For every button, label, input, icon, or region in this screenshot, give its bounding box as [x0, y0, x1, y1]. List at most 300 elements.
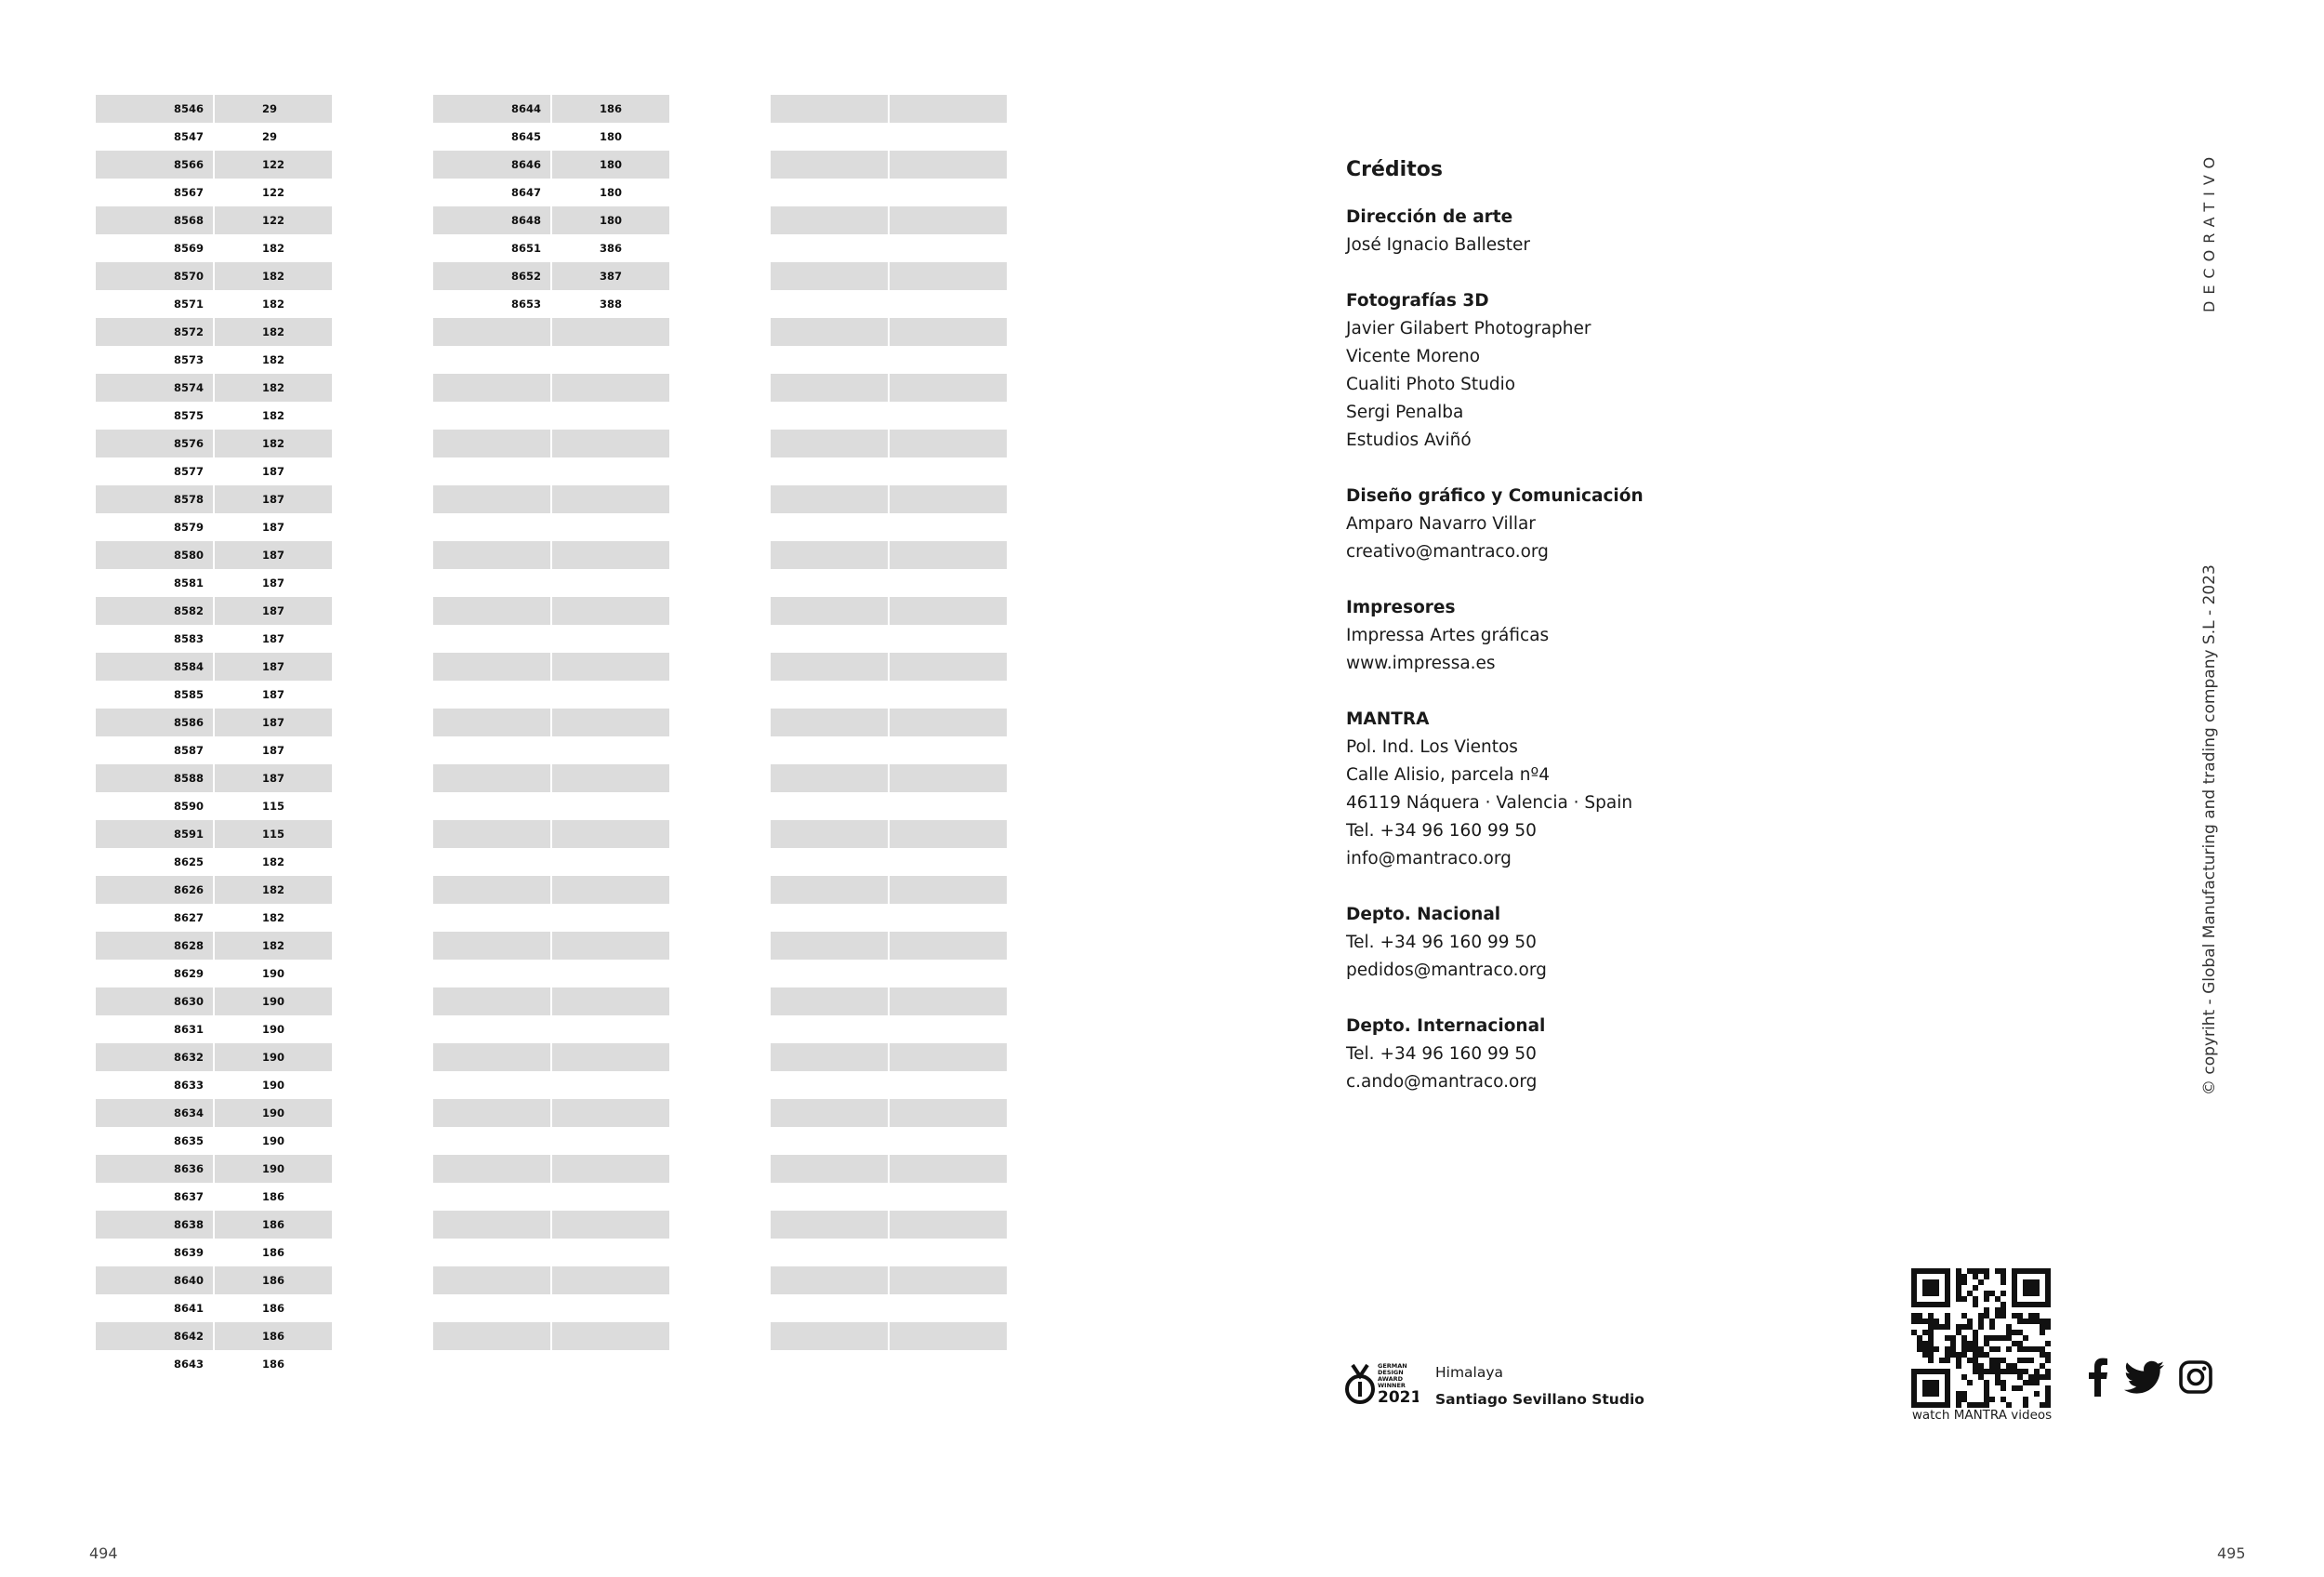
reference-code-cell: 8651 — [510, 242, 541, 255]
credit-line: www.impressa.es — [1346, 654, 1496, 673]
credit-line: Tel. +34 96 160 99 50 — [1346, 1044, 1537, 1064]
credit-line: 46119 Náquera · Valencia · Spain — [1346, 793, 1633, 813]
reference-code-cell: 8625 — [173, 855, 204, 868]
table-row — [771, 290, 1007, 318]
page-reference-cell: 182 — [215, 932, 332, 960]
reference-code-cell — [433, 1071, 550, 1099]
reference-code-cell — [771, 904, 888, 932]
credit-title: Depto. Internacional — [1346, 1016, 1546, 1036]
table-row — [433, 1239, 669, 1266]
page-reference-cell: 190 — [262, 1023, 285, 1036]
svg-text:2021: 2021 — [1378, 1388, 1419, 1407]
page-reference-cell — [552, 1127, 669, 1155]
page-reference-cell: 190 — [262, 1079, 285, 1092]
reference-code-cell — [771, 792, 888, 820]
table-row — [771, 123, 1007, 151]
reference-code-cell: 8576 — [96, 430, 213, 457]
table-row — [433, 234, 669, 262]
page-reference-cell — [552, 1155, 669, 1183]
reference-code-cell: 8590 — [173, 800, 204, 813]
table-row — [433, 625, 669, 653]
table-row — [433, 179, 669, 206]
reference-code-cell — [771, 876, 888, 904]
page-reference-cell — [890, 513, 1007, 541]
reference-code-cell: 8580 — [96, 541, 213, 569]
page-reference-cell — [890, 234, 1007, 262]
page-number-right: 495 — [2217, 1544, 2246, 1562]
instagram-icon[interactable] — [2179, 1360, 2212, 1394]
page-reference-cell — [552, 541, 669, 569]
page-reference-cell — [552, 709, 669, 736]
page-reference-cell — [552, 876, 669, 904]
table-row — [771, 1211, 1007, 1239]
page-reference-cell — [552, 848, 669, 876]
table-row — [771, 1015, 1007, 1043]
reference-code-cell — [771, 597, 888, 625]
reference-code-cell — [771, 151, 888, 179]
page-reference-cell — [552, 1266, 669, 1294]
table-row — [433, 1099, 669, 1127]
page-number-left: 494 — [89, 1544, 118, 1562]
page-reference-cell — [890, 876, 1007, 904]
section-label: DECORATIVO — [2200, 150, 2218, 312]
reference-code-cell — [771, 1322, 888, 1350]
reference-code-cell — [771, 1127, 888, 1155]
page-reference-cell — [890, 1155, 1007, 1183]
table-row — [771, 625, 1007, 653]
reference-code-cell — [433, 736, 550, 764]
reference-code-cell — [433, 541, 550, 569]
table-row — [771, 1099, 1007, 1127]
reference-code-cell — [771, 709, 888, 736]
page-reference-cell: 182 — [215, 318, 332, 346]
reference-code-cell — [771, 1266, 888, 1294]
reference-code-cell — [771, 541, 888, 569]
page-reference-cell — [552, 1294, 669, 1322]
reference-code-cell — [433, 1294, 550, 1322]
page-reference-cell — [890, 1183, 1007, 1211]
table-row — [433, 290, 669, 318]
table-row — [96, 904, 332, 932]
reference-code-cell — [771, 1071, 888, 1099]
table-row — [433, 653, 669, 681]
table-row — [433, 597, 669, 625]
table-row — [96, 1294, 332, 1322]
table-row — [771, 848, 1007, 876]
table-row — [771, 541, 1007, 569]
page-reference-cell: 186 — [262, 1190, 285, 1203]
table-row — [771, 1322, 1007, 1350]
page-reference-cell — [890, 1099, 1007, 1127]
page-reference-cell: 190 — [215, 1043, 332, 1071]
reference-code-cell — [771, 820, 888, 848]
table-row — [433, 848, 669, 876]
reference-code-cell — [771, 346, 888, 374]
page-reference-cell — [552, 764, 669, 792]
reference-code-cell — [771, 1183, 888, 1211]
page-reference-cell — [552, 457, 669, 485]
reference-code-cell — [771, 736, 888, 764]
table-row — [771, 764, 1007, 792]
page-reference-cell — [890, 430, 1007, 457]
page-reference-cell — [890, 932, 1007, 960]
table-row — [433, 151, 669, 179]
reference-code-cell — [771, 318, 888, 346]
reference-code-cell — [433, 1043, 550, 1071]
reference-code-cell — [433, 402, 550, 430]
twitter-icon[interactable] — [2122, 1358, 2165, 1397]
reference-code-cell — [771, 625, 888, 653]
credits-section — [1346, 158, 1829, 1124]
page-reference-cell: 180 — [552, 151, 669, 179]
reference-code-cell — [771, 960, 888, 987]
reference-code-cell: 8572 — [96, 318, 213, 346]
page-reference-cell: 187 — [215, 597, 332, 625]
reference-code-cell — [433, 374, 550, 402]
credit-block — [1346, 901, 1829, 985]
page-reference-cell: 190 — [215, 1155, 332, 1183]
reference-code-cell: 8588 — [96, 764, 213, 792]
table-row — [771, 932, 1007, 960]
reference-code-cell — [771, 457, 888, 485]
credit-line: Amparo Navarro Villar — [1346, 514, 1536, 534]
page-reference-cell: 187 — [262, 465, 285, 478]
page-reference-cell — [890, 597, 1007, 625]
table-row — [96, 485, 332, 513]
reference-code-cell: 8573 — [173, 353, 204, 366]
table-row — [96, 430, 332, 457]
table-row — [433, 95, 669, 123]
page-reference-cell — [890, 1294, 1007, 1322]
reference-code-cell — [771, 402, 888, 430]
reference-code-cell — [433, 1099, 550, 1127]
table-row — [433, 764, 669, 792]
page-reference-cell — [552, 625, 669, 653]
credit-title: Depto. Nacional — [1346, 905, 1501, 924]
page-reference-cell: 180 — [600, 130, 623, 143]
page-reference-cell — [552, 485, 669, 513]
table-row — [433, 1155, 669, 1183]
svg-text:WINNER: WINNER — [1378, 1382, 1406, 1389]
svg-text:DESIGN: DESIGN — [1378, 1369, 1404, 1376]
credit-title: Fotografías 3D — [1346, 291, 1489, 311]
reference-code-cell — [771, 262, 888, 290]
table-row — [96, 206, 332, 234]
reference-code-cell: 8547 — [173, 130, 204, 143]
table-row — [96, 262, 332, 290]
page-reference-cell — [890, 904, 1007, 932]
reference-code-cell — [433, 1322, 550, 1350]
credit-line: Calle Alisio, parcela nº4 — [1346, 765, 1550, 785]
table-row — [433, 792, 669, 820]
reference-code-cell: 8585 — [173, 688, 204, 701]
table-row — [433, 206, 669, 234]
page-reference-cell — [890, 1322, 1007, 1350]
table-row — [771, 1239, 1007, 1266]
table-row — [433, 820, 669, 848]
page-reference-cell — [890, 709, 1007, 736]
reference-code-cell — [771, 123, 888, 151]
facebook-icon[interactable] — [2088, 1358, 2108, 1397]
reference-code-cell — [433, 1239, 550, 1266]
table-row — [771, 904, 1007, 932]
page-reference-cell — [890, 764, 1007, 792]
reference-code-cell — [771, 1294, 888, 1322]
page-reference-cell: 186 — [215, 1211, 332, 1239]
table-row — [771, 457, 1007, 485]
reference-code-cell: 8632 — [96, 1043, 213, 1071]
table-row — [96, 764, 332, 792]
page-reference-cell — [890, 1211, 1007, 1239]
page-reference-cell: 190 — [215, 987, 332, 1015]
reference-code-cell — [433, 848, 550, 876]
page-reference-cell — [552, 1099, 669, 1127]
reference-code-cell — [771, 1043, 888, 1071]
page-reference-cell: 187 — [262, 521, 285, 534]
table-row — [96, 95, 332, 123]
credit-line: pedidos@mantraco.org — [1346, 961, 1547, 980]
table-row — [96, 820, 332, 848]
page-reference-cell — [890, 374, 1007, 402]
reference-code-cell: 8569 — [173, 242, 204, 255]
table-row — [96, 123, 332, 151]
reference-code-cell — [771, 1099, 888, 1127]
table-row — [771, 485, 1007, 513]
table-row — [96, 736, 332, 764]
page-reference-cell: 29 — [215, 95, 332, 123]
reference-code-cell: 8653 — [510, 298, 541, 311]
page-reference-cell — [552, 960, 669, 987]
reference-code-cell: 8546 — [96, 95, 213, 123]
page-reference-cell: 122 — [262, 186, 285, 199]
reference-code-cell: 8629 — [173, 967, 204, 980]
table-row — [96, 513, 332, 541]
reference-code-cell: 8635 — [173, 1134, 204, 1147]
reference-code-cell — [771, 234, 888, 262]
page-reference-cell — [552, 1015, 669, 1043]
credit-line: Tel. +34 96 160 99 50 — [1346, 821, 1537, 841]
reference-table-1 — [96, 95, 332, 1378]
table-row — [96, 1350, 332, 1378]
page-reference-cell — [890, 206, 1007, 234]
table-row — [433, 987, 669, 1015]
credit-line: Estudios Aviñó — [1346, 431, 1472, 450]
table-row — [96, 960, 332, 987]
page-reference-cell — [890, 987, 1007, 1015]
table-row — [433, 1183, 669, 1211]
reference-code-cell: 8647 — [510, 186, 541, 199]
page-reference-cell: 187 — [262, 744, 285, 757]
table-row — [96, 402, 332, 430]
page-reference-cell — [890, 402, 1007, 430]
page-reference-cell: 115 — [262, 800, 285, 813]
page-reference-cell — [890, 792, 1007, 820]
reference-code-cell — [433, 932, 550, 960]
table-row — [771, 1071, 1007, 1099]
credit-line: creativo@mantraco.org — [1346, 542, 1549, 562]
reference-code-cell: 8630 — [96, 987, 213, 1015]
award-product: Himalaya — [1435, 1364, 1504, 1381]
credit-block — [1346, 1013, 1829, 1096]
page-reference-cell: 122 — [215, 151, 332, 179]
credit-line: Impressa Artes gráficas — [1346, 626, 1550, 645]
table-row — [96, 234, 332, 262]
table-row — [433, 123, 669, 151]
reference-code-cell — [771, 1155, 888, 1183]
table-row — [771, 681, 1007, 709]
page-reference-cell — [552, 820, 669, 848]
table-row — [433, 485, 669, 513]
reference-code-cell — [433, 1183, 550, 1211]
page-reference-cell: 187 — [215, 541, 332, 569]
credit-block — [1346, 483, 1829, 566]
table-row — [771, 653, 1007, 681]
table-row — [771, 95, 1007, 123]
page-reference-cell — [890, 736, 1007, 764]
page-reference-cell: 122 — [215, 206, 332, 234]
reference-code-cell: 8626 — [96, 876, 213, 904]
reference-code-cell: 8571 — [173, 298, 204, 311]
reference-code-cell: 8582 — [96, 597, 213, 625]
reference-code-cell — [771, 932, 888, 960]
svg-text:GERMAN: GERMAN — [1378, 1362, 1407, 1370]
reference-code-cell — [433, 1266, 550, 1294]
table-row — [433, 569, 669, 597]
table-row — [433, 513, 669, 541]
reference-code-cell — [433, 485, 550, 513]
reference-code-cell — [771, 653, 888, 681]
credit-line: Javier Gilabert Photographer — [1346, 319, 1591, 338]
table-row — [433, 709, 669, 736]
page-reference-cell — [890, 346, 1007, 374]
page-reference-cell: 186 — [215, 1266, 332, 1294]
table-row — [433, 1043, 669, 1071]
table-row — [771, 318, 1007, 346]
page-reference-cell — [890, 1266, 1007, 1294]
page-reference-cell: 182 — [215, 430, 332, 457]
page-reference-cell: 186 — [215, 1322, 332, 1350]
reference-code-cell — [433, 653, 550, 681]
page-reference-cell — [890, 1015, 1007, 1043]
reference-code-cell — [771, 987, 888, 1015]
page-reference-cell — [890, 569, 1007, 597]
page-reference-cell — [552, 318, 669, 346]
reference-code-cell — [771, 569, 888, 597]
page-reference-cell — [552, 402, 669, 430]
svg-text:AWARD: AWARD — [1378, 1375, 1404, 1383]
table-row — [433, 681, 669, 709]
reference-code-cell — [771, 485, 888, 513]
table-row — [96, 792, 332, 820]
credit-title: Dirección de arte — [1346, 207, 1513, 227]
page-reference-cell — [890, 681, 1007, 709]
credit-line: c.ando@mantraco.org — [1346, 1072, 1538, 1092]
credit-block — [1346, 594, 1829, 678]
table-row — [433, 318, 669, 346]
page-reference-cell — [552, 1043, 669, 1071]
page-reference-cell — [552, 430, 669, 457]
page-reference-cell: 187 — [215, 485, 332, 513]
page-reference-cell — [552, 513, 669, 541]
credits-heading: Créditos — [1346, 158, 1443, 181]
table-row — [771, 569, 1007, 597]
page-reference-cell — [552, 653, 669, 681]
reference-code-cell — [771, 1211, 888, 1239]
reference-code-cell: 8628 — [96, 932, 213, 960]
reference-code-cell — [433, 709, 550, 736]
page-reference-cell — [552, 792, 669, 820]
table-row — [96, 569, 332, 597]
page-reference-cell: 187 — [215, 764, 332, 792]
copyright-notice: © copyriht - Global Manufacturing and trading company S.L - 2023 — [2200, 564, 2219, 1095]
table-row — [771, 1294, 1007, 1322]
page-reference-cell: 386 — [600, 242, 623, 255]
page-reference-cell — [552, 932, 669, 960]
page-reference-cell: 182 — [262, 298, 285, 311]
reference-code-cell: 8579 — [173, 521, 204, 534]
reference-code-cell: 8636 — [96, 1155, 213, 1183]
reference-code-cell: 8637 — [173, 1190, 204, 1203]
page-reference-cell — [552, 1071, 669, 1099]
table-row — [96, 709, 332, 736]
reference-code-cell — [433, 346, 550, 374]
reference-code-cell: 8575 — [173, 409, 204, 422]
reference-code-cell: 8568 — [96, 206, 213, 234]
credit-line: Cualiti Photo Studio — [1346, 375, 1516, 394]
qr-code[interactable] — [1911, 1268, 2051, 1408]
page-reference-cell — [890, 151, 1007, 179]
page-reference-cell: 182 — [215, 876, 332, 904]
table-row — [96, 625, 332, 653]
page-reference-cell: 29 — [262, 130, 278, 143]
page-reference-cell — [552, 569, 669, 597]
reference-code-cell — [433, 625, 550, 653]
table-row — [433, 1322, 669, 1350]
page-reference-cell — [552, 681, 669, 709]
page-reference-cell — [890, 848, 1007, 876]
reference-code-cell — [771, 1015, 888, 1043]
page-reference-cell: 190 — [262, 1134, 285, 1147]
table-row — [96, 681, 332, 709]
table-row — [96, 1127, 332, 1155]
reference-code-cell: 8583 — [173, 632, 204, 645]
table-row — [96, 848, 332, 876]
table-row — [433, 876, 669, 904]
page-reference-cell: 182 — [215, 374, 332, 402]
reference-code-cell: 8645 — [510, 130, 541, 143]
reference-code-cell: 8642 — [96, 1322, 213, 1350]
page-reference-cell: 187 — [262, 576, 285, 590]
table-row — [771, 430, 1007, 457]
page-reference-cell: 182 — [262, 242, 285, 255]
page-reference-cell — [552, 597, 669, 625]
reference-code-cell — [771, 290, 888, 318]
table-row — [96, 1211, 332, 1239]
table-row — [96, 1099, 332, 1127]
table-row — [433, 1127, 669, 1155]
page-reference-cell — [890, 262, 1007, 290]
page-reference-cell — [890, 653, 1007, 681]
reference-code-cell — [433, 681, 550, 709]
page-reference-cell: 182 — [262, 911, 285, 924]
page-reference-cell — [552, 987, 669, 1015]
reference-code-cell — [771, 95, 888, 123]
table-row — [433, 736, 669, 764]
table-row — [96, 179, 332, 206]
reference-code-cell — [771, 374, 888, 402]
table-row — [771, 987, 1007, 1015]
reference-code-cell — [771, 848, 888, 876]
